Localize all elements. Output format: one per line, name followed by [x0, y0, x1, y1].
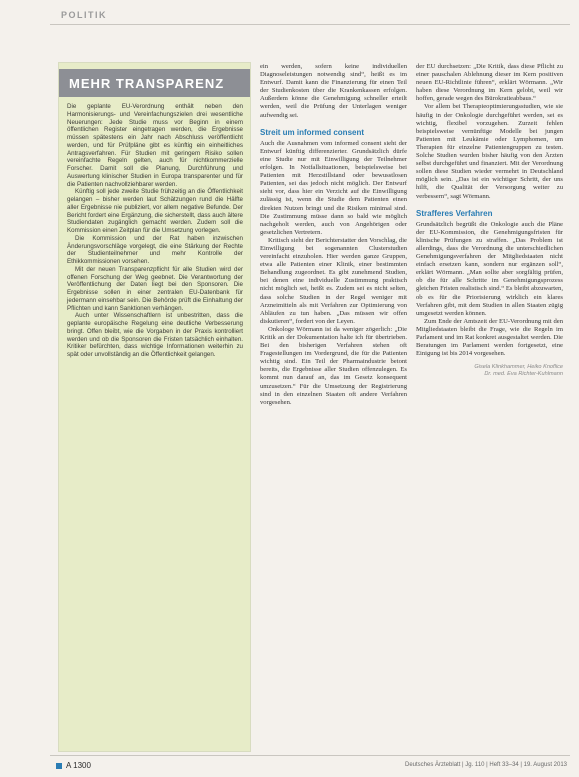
- subheading: Streit um informed consent: [260, 127, 365, 137]
- journal-citation: Deutsches Ärzteblatt | Jg. 110 | Heft 33–34 | 19. August 2013: [405, 762, 567, 768]
- info-box-paragraph: Auch unter Wissenschaftlern ist unbestritten, dass die geplante europäische Regelung eine deutliche Verbesserung bringt. Offen bleibt, wie die Vorgaben in der Praxis kontrolliert werden und ob die Sponsoren die Fristen tatsächlich einhalten. Kritiker befürchten, dass wichtige Informationen weiterhin zu spät oder unvollständig an die Öffentlichkeit gelangen.: [67, 312, 243, 358]
- article-paragraph: Auch die Ausnahmen vom informed consent sieht der Entwurf künftig differenzierter. Grundsätzlich dürfe eine Studie nur mit Einwilligung der Teilnehmer erfolgen. In Notfallsituationen, beispielsweise bei Patienten mit Herzstillstand oder bewusstlosen Patienten, sei das jedoch nicht möglich. Der Entwurf sieht vor, dass hier ein Verzicht auf die Einwilligung zulässig ist, wenn die Studie dem Patienten einen direkten Nutzen bringt und die Risiken minimal sind. Die Zustimmung müsse dann so bald wie möglich nachgeholt werden, auch von Angehörigen oder gesetzlichen Vertretern.: [260, 139, 407, 236]
- info-box-paragraph: Die Kommission und der Rat haben inzwischen Änderungsvorschläge vorgelegt, die eine Stärkung der Rechte der Studienteilnehmer und mehr Kontrolle der Ethikkommissionen vorsehen.: [67, 234, 243, 265]
- article-paragraph: Zum Ende der Amtszeit der EU-Verordnung mit den Mitgliedstaaten bleibt die Frage, wie die Regeln im Parlament und im Rat konkret ausgestaltet werden. Die Beratungen im Parlament werden fortgesetzt, eine Einigung ist bis 2014 vorgesehen.: [416, 317, 563, 358]
- page-number-text: A 1300: [66, 761, 91, 770]
- author-line: Gisela Klinkhammer, Heiko Knoflice: [474, 364, 563, 371]
- info-box-paragraph: Mit der neuen Transparenzpflicht für alle Studien wird der offenen Forschung der Weg geebnet. Die Verantwortung der Veröffentlichung der Daten liegt bei den Sponsoren. Die Ergebnisse sollen in einer zentralen EU-Datenbank für jedermann einsehbar sein. Die Behörde prüft die Einhaltung der Pflichten und kann Sanktionen verhängen.: [67, 265, 243, 312]
- article-paragraph: der EU durchsetzen: „Die Kritik, dass diese Pflicht zu einer pauschalen Ablehnung dieser im Kern positiven neuen EU-Richtlinie führen“, erklärt Wörmann. „Wir haben diese Verordnung im Kern gelobt, weil wir hoffen, gerade wegen des Bürokratieabbaus.“: [416, 63, 563, 103]
- author-line: Dr. med. Eva Richter-Kuhlmann: [484, 371, 563, 378]
- page-number: [56, 761, 91, 770]
- article-paragraph: Grundsätzlich begrüßt die Onkologie auch die Pläne der EU-Kommission, die Genehmigungsfristen für klinische Prüfungen zu straffen. „Das Problem ist allerdings, dass die Verordnung die unterschiedlichen Genehmigungsverfahren der Mitgliedstaaten nicht einfach ersetzen kann, sondern nur ergänzen soll“, erklärt Wörmann. „Man sollte aber sorgfältig prüfen, ob die für alle Schritte im Genehmigungsprozess gleichen Fristen realistisch sind.“ Es bleibt abzuwarten, ob es für die Priorisierung wirklich ein klares Verfahren gibt, mit dem Studien in allen Staaten zügig umgesetzt werden können.: [416, 220, 563, 317]
- section-label: POLITIK: [61, 10, 107, 20]
- info-box: [58, 62, 251, 752]
- bottom-divider: [50, 755, 570, 756]
- info-box-paragraph: Künftig soll jede zweite Studie frühzeitig an die Öffentlichkeit gelangen – bisher werden laut Schätzungen rund die Hälfte aller Ergebnisse nie publiziert, vor allem negative Befunde. Der Bericht fordert eine Ergänzung, die sicherstellt, dass auch ältere Studiendaten zugänglich gemacht werden. Zudem soll die Kommission einen Zeitplan für die Umsetzung vorlegen.: [67, 188, 243, 234]
- author-credits: [416, 364, 563, 378]
- subheading: Strafferes Verfahren: [416, 208, 493, 218]
- article-paragraph: Onkologe Wörmann ist da weniger zögerlich: „Die Kritik an der Dokumentation halte ich für übertrieben. Bei den bisherigen Verfahren stehen oft Fragestellungen im Vordergrund, die für die Patienten wichtig sind. Ein Teil der Pharmaindustrie betont bereits, die Ergebnisse aller Studien offenzulegen. Es kommt nun darauf an, das im Gesetz konsequent umzusetzen.“ Für die Umsetzung der Registrierung sind in den einzelnen Staaten oft andere Verfahren vorgesehen.: [260, 325, 407, 406]
- info-box-body: [59, 97, 250, 359]
- info-box-paragraph: Die geplante EU-Verordnung enthält neben den Harmonisierungs- und Vereinfachungszielen drei wesentliche Neuerungen: Jede Studie muss vor Beginn in einem öffentlichen Register eingetragen werden, die Ergebnisse müssen spätestens ein Jahr nach Abschluss veröffentlicht werden, und für Prüfpläne gibt es künftig ein einheitliches Antragsverfahren. Für Studien mit geringem Risiko sollen vereinfachte Regeln gelten, auch für nichtkommerzielle Forscher. Damit soll die Planung, Durchführung und Auswertung klinischer Studien in Europa transparenter und für die Patienten nachvollziehbarer werden.: [67, 103, 243, 188]
- top-divider: [50, 24, 570, 25]
- article-paragraph: Kritisch sieht der Berichterstatter den Vorschlag, die Einwilligung bei sogenannten Clusterstudien vereinfacht einzuholen. Hier werden ganze Gruppen, etwa alle Patienten einer Klinik, einer bestimmten Behandlung zugeordnet. Es gibt zunehmend Studien, bei denen eine individuelle Zustimmung praktisch nicht möglich sei, heißt es. Zudem sei es nicht selten, dass solche Studien in der Regel weniger mit Arzneimitteln als mit Verfahren zur Optimierung von Abläufen zu tun haben. „Das müssen wir offen diskutieren“, fordert von der Leyen.: [260, 236, 407, 325]
- square-marker-icon: [56, 763, 62, 769]
- article-paragraph: ein werden, sofern keine individuellen Diagnoseleistungen notwendig sind“, heißt es im Entwurf. Damit kann die Finanzierung für einen Teil der Studienkosten über die Krankenkassen erfolgen. Außerdem könne die Genehmigung schneller erteilt werden, weil die Prüfung der Unterlagen weniger aufwendig sei.: [260, 63, 407, 119]
- article-paragraph: Vor allem bei Therapieoptimierungsstudien, wie sie häufig in der Onkologie durchgeführt werden, sei es wichtig, flexibel vorzugehen. Zurzeit fehlen beispielsweise vernünftige Modelle bei jungen Patienten mit Leukämie oder Lymphomen, um Therapien für einzelne Patientengruppen zu testen. Solche Studien wurden bisher häufig von den Ärzten selbst durchgeführt und finanziert. Mit der Verordnung sollen diese Studien wieder vermehrt in Deutschland möglich sein. „Das ist ein wichtiger Schritt, der uns hilft, die Qualität der Versorgung weiter zu verbessern“, sagt Wörmann.: [416, 103, 563, 200]
- article-column-3: [416, 63, 563, 378]
- info-box-title: MEHR TRANSPARENZ: [59, 69, 250, 97]
- article-column-2: [260, 63, 407, 407]
